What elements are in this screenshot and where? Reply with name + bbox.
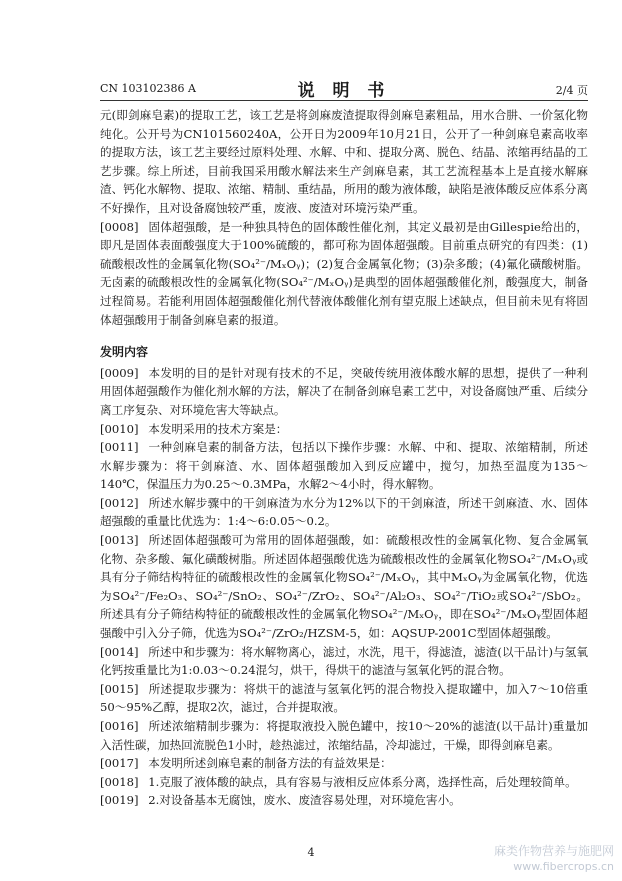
paragraph-text: 本发明的目的是针对现有技术的不足，突破传统用液体酸水解的思想，提供了一种利用固体超强酸作为催化剂水解的方法，解决了在制备剑麻皂素工艺中，对设备腐蚀严重、后续分离工序复杂、对环境危害大等缺点。 — [100, 365, 588, 417]
paragraph-text: 所述提取步骤为：将烘干的滤渣与氢氧化钙的混合物投入提取罐中，加入7～10倍重50～95%乙醇，提取2次，滤过，合并提取液。 — [100, 681, 588, 715]
document-body — [100, 106, 588, 810]
paragraph-number: [0008] — [100, 219, 139, 234]
paragraph-0013 — [100, 531, 588, 643]
paragraph-number: [0019] — [100, 793, 139, 808]
paragraph-text: 元(即剑麻皂素)的提取工艺，该工艺是将剑麻废渣提取得剑麻皂素粗品，用水合肼、一价氢化物纯化。公开号为CN101560240A，公开日为2009年10月21日，公开了一种剑麻皂素高收率的提取方法，该工艺主要经过原料处理、水解、中和、提取分离、脱色、结晶、浓缩再结晶的工艺步骤。综上所述，目前我国采用酸水解法来生产剑麻皂素，其工艺流程基本上是直接水解麻渣、钙化水解物、提取、浓缩、精制、重结晶，所用的酸为液体酸，缺陷是液体酸反应体系分离不好操作，且对设备腐蚀较严重，废液、废渣对环境污染严重。 — [100, 108, 588, 215]
paragraph-number: [0013] — [100, 533, 139, 548]
paragraph-text: 2.对设备基本无腐蚀，废水、废渣容易处理，对环境危害小。 — [148, 793, 461, 808]
paragraph-number: [0014] — [100, 644, 139, 659]
paragraph-number: [0011] — [100, 440, 139, 455]
watermark-title: 麻类作物营养与施肥网 — [493, 844, 614, 858]
paragraph-text: 固体超强酸，是一种独具特色的固体酸性催化剂，其定义最初是由Gillespie给出的，即凡是固体表面酸强度大于100%硫酸的，都可称为固体超强酸。目前重点研究的有四类：(1)硫酸根改性的金属氧化物(SO₄²⁻/MₓOᵧ)；(2)复合金属氧化物；(3)杂多酸；(4)氟化磺酸树脂。无卤素的硫酸根改性的金属氧化物(SO₄²⁻/MₓOᵧ)是典型的固体超强酸催化剂，酸强度大，制备过程简易。若能利用固体超强酸催化剂代替液体酸催化剂有望克服上述缺点，但目前未见有将固体超强酸用于制备剑麻皂素的报道。 — [100, 219, 588, 327]
paragraph-0017 — [100, 754, 588, 773]
paragraph-continuation — [100, 106, 588, 218]
paragraph-text: 本发明采用的技术方案是： — [148, 421, 288, 436]
paragraph-number: [0018] — [100, 774, 139, 789]
paragraph-text: 一种剑麻皂素的制备方法，包括以下操作步骤：水解、中和、提取、浓缩精制，所述水解步骤为：将干剑麻渣、水、固体超强酸加入到反应罐中，搅匀，加热至温度为135～140℃，保温压力为0.25～0.3MPa，水解2～4小时，得水解物。 — [100, 440, 588, 492]
paragraph-0011 — [100, 438, 588, 494]
paragraph-number: [0016] — [100, 719, 139, 733]
section-title: 发明内容 — [100, 345, 149, 360]
page-indicator: 2/4 页 — [555, 84, 588, 97]
watermark — [494, 844, 614, 874]
paragraph-number: [0015] — [100, 681, 139, 696]
paragraph-number: [0010] — [100, 421, 139, 436]
paragraph-number: [0012] — [100, 495, 139, 510]
paragraph-0008 — [100, 218, 588, 330]
document-id: CN 103102386 A — [100, 82, 196, 95]
document-title: 说 明 书 — [297, 81, 391, 101]
paragraph-text: 所述中和步骤为：将水解物离心，滤过，水洗，甩干，得滤渣，滤渣(以干品计)与氢氧化钙按重量比为1:0.03～0.24混匀，烘干，得烘干的滤渣与氢氧化钙的混合物。 — [100, 644, 588, 678]
paragraph-text: 本发明所述剑麻皂素的制备方法的有益效果是： — [148, 756, 392, 771]
page-header — [100, 78, 588, 101]
paragraph-0009 — [100, 364, 588, 420]
watermark-url: www.fibercrops.cn — [513, 860, 614, 873]
paragraph-text: 1.克服了液体酸的缺点，具有容易与液相反应体系分离，选择性高，后处理较简单。 — [148, 774, 577, 789]
paragraph-text: 所述固体超强酸可为常用的固体超强酸，如：硫酸根改性的金属氧化物、复合金属氧化物、杂多酸、氟化磺酸树脂。所述固体超强酸优选为硫酸根改性的金属氧化物SO₄²⁻/MₓOᵧ或具有分子筛结构特征的硫酸根改性的金属氧化物SO₄²⁻/MₓOᵧ，其中MₓOᵧ为金属氧化物，优选为SO₄²⁻/Fe₂O₃、SO₄²⁻/SnO₂、SO₄²⁻/ZrO₂、SO₄²⁻/Al₂O₃、SO₄²⁻/TiO₂或SO₄²⁻/SbO₂。所述具有分子筛结构特征的硫酸根改性的金属氧化物SO₄²⁻/MₓOᵧ，即在SO₄²⁻/MₓOᵧ型固体超强酸中引入分子筛，优选为SO₄²⁻/ZrO₂/HZSM-5，如：AQSUP-2001C型固体超强酸。 — [100, 533, 588, 641]
paragraph-0015 — [100, 680, 588, 717]
paragraph-text: 所述水解步骤中的干剑麻渣为水分为12%以下的干剑麻渣，所述干剑麻渣、水、固体超强酸的重量比优选为：1:4～6:0.05～0.2。 — [100, 495, 588, 529]
page-number: 4 — [307, 846, 315, 859]
paragraph-0012 — [100, 494, 588, 531]
paragraph-text: 所述浓缩精制步骤为：将提取液投入脱色罐中，按10～20%的滤渣(以干品计)重量加入活性碳，加热回流脱色1小时，趁热滤过，浓缩结晶，冷却滤过，干燥，即得剑麻皂素。 — [100, 719, 588, 752]
paragraph-0016 — [100, 717, 588, 754]
paragraph-0018 — [100, 773, 588, 792]
paragraph-0014 — [100, 643, 588, 680]
paragraph-0010 — [100, 420, 588, 439]
paragraph-number: [0009] — [100, 365, 139, 380]
paragraph-0019 — [100, 791, 588, 810]
paragraph-number: [0017] — [100, 756, 139, 771]
